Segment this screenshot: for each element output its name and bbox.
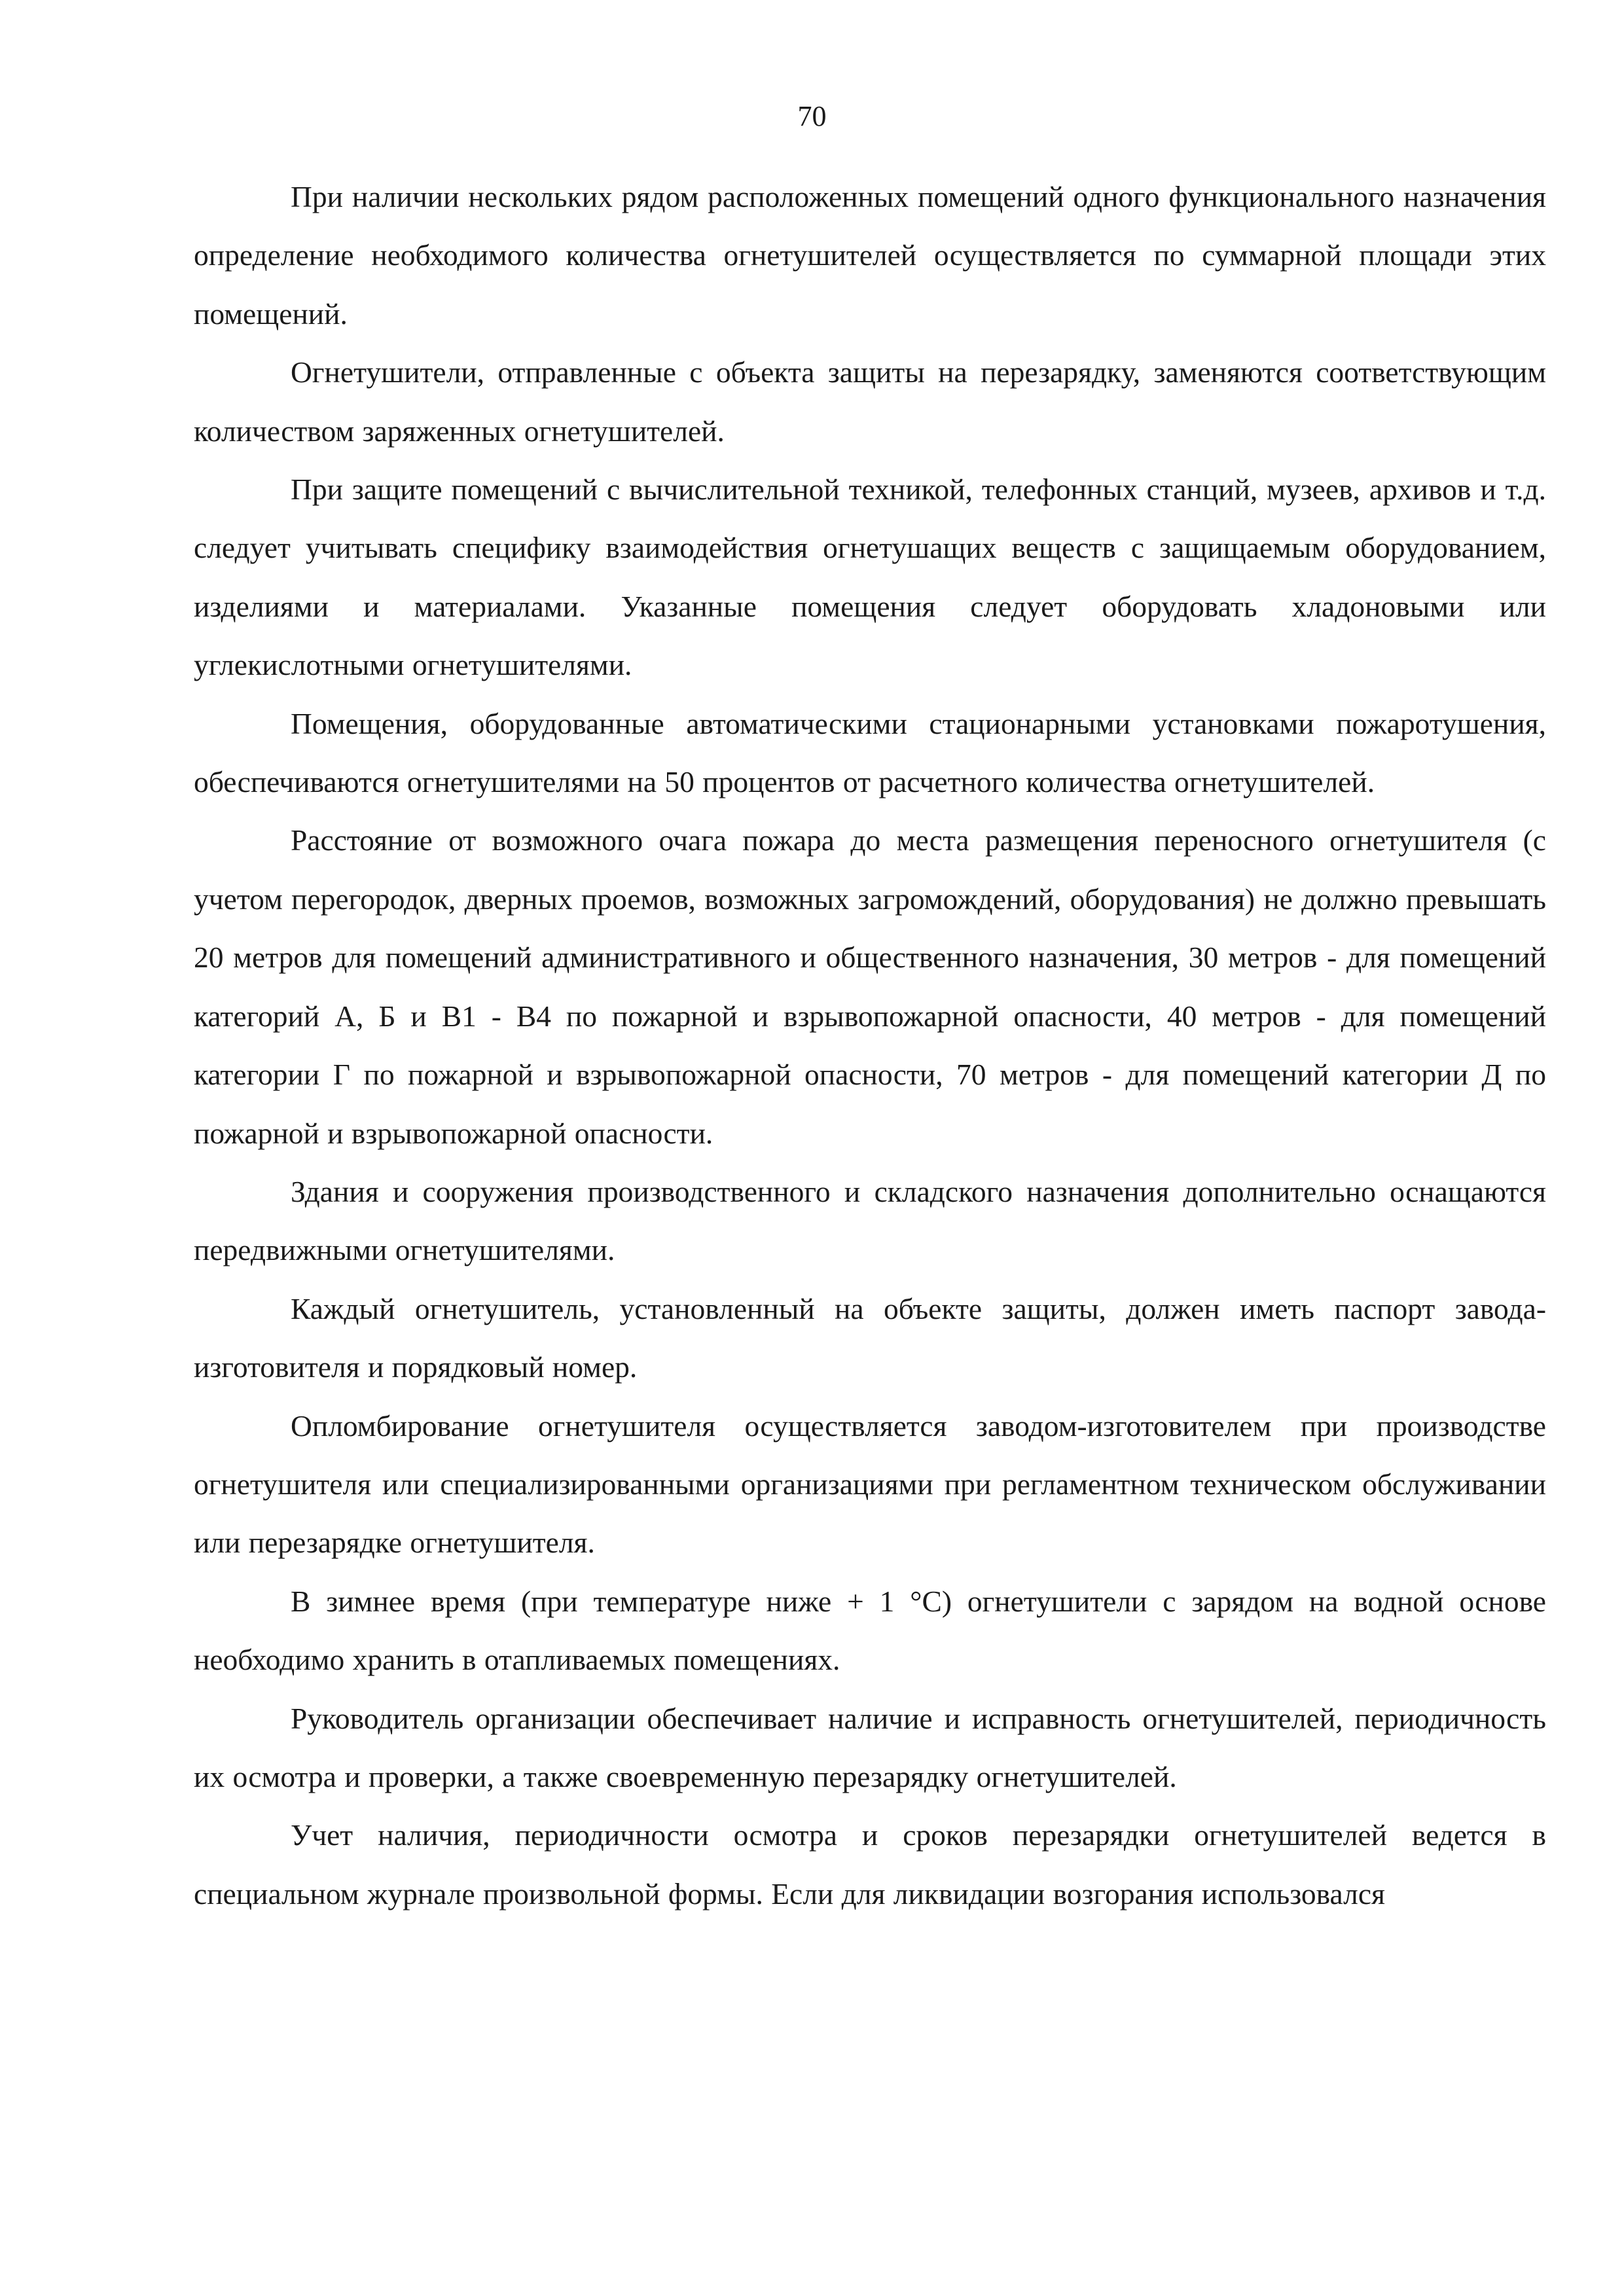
paragraph-automatic-installations: Помещения, оборудованные автоматическими стационарными установками пожаротушения, обеспечиваются огнетушителями на 50 процентов от расчетного количества огнетушителей. — [194, 706, 1546, 799]
paragraph-multiple-rooms: При наличии нескольких рядом расположенных помещений одного функционального назначения определение необходимого количества огнетушителей осуществляется по суммарной площади этих помещений. — [194, 180, 1546, 331]
paragraph-mobile-extinguishers: Здания и сооружения производственного и складского назначения дополнительно оснащаются передвижными огнетушителями. — [194, 1174, 1546, 1267]
paragraph-sealing: Опломбирование огнетушителя осуществляется заводом-изготовителем при производстве огнетушителя или специализированными организациями при регламентном техническом обслуживании или перезарядке огнетушителя. — [194, 1408, 1546, 1560]
paragraph-inspection-log: Учет наличия, периодичности осмотра и сроков перезарядки огнетушителей ведется в специальном журнале произвольной формы. Если для ликвидации возгорания использовался — [194, 1818, 1546, 1910]
paragraph-winter-storage: В зимнее время (при температуре ниже + 1 °С) огнетушители с зарядом на водной основе необходимо хранить в отапливаемых помещениях. — [194, 1584, 1546, 1677]
paragraph-manager-responsibility: Руководитель организации обеспечивает наличие и исправность огнетушителей, периодичность их осмотра и проверки, а также своевременную перезарядку огнетушителей. — [194, 1701, 1546, 1793]
paragraph-passport-number: Каждый огнетушитель, установленный на объекте защиты, должен иметь паспорт завода-изготовителя и порядковый номер. — [194, 1291, 1546, 1384]
paragraph-computer-rooms: При защите помещений с вычислительной техникой, телефонных станций, музеев, архивов и т.д. следует учитывать специфику взаимодействия огнетушащих веществ с защищаемым оборудованием, изделиями и материалами. Указанные помещения следует оборудовать хладоновыми или углекислотными огнетушителями. — [194, 473, 1546, 682]
body-text — [194, 168, 1546, 1923]
paragraph-recharge-replacement: Огнетушители, отправленные с объекта защиты на перезарядку, заменяются соответствующим количеством заряженных огнетушителей. — [194, 355, 1546, 448]
paragraph-distance-limits: Расстояние от возможного очага пожара до места размещения переносного огнетушителя (с учетом перегородок, дверных проемов, возможных загромождений, оборудования) не должно превышать 20 метров для помещений административного и общественного назначения, 30 метров - для помещений категорий А, Б и В1 - В4 по пожарной и взрывопожарной опасности, 40 метров - для помещений категории Г по пожарной и взрывопожарной опасности, 70 метров - для помещений категории Д по пожарной и взрывопожарной опасности. — [194, 823, 1546, 1150]
page-number: 70 — [797, 100, 827, 132]
